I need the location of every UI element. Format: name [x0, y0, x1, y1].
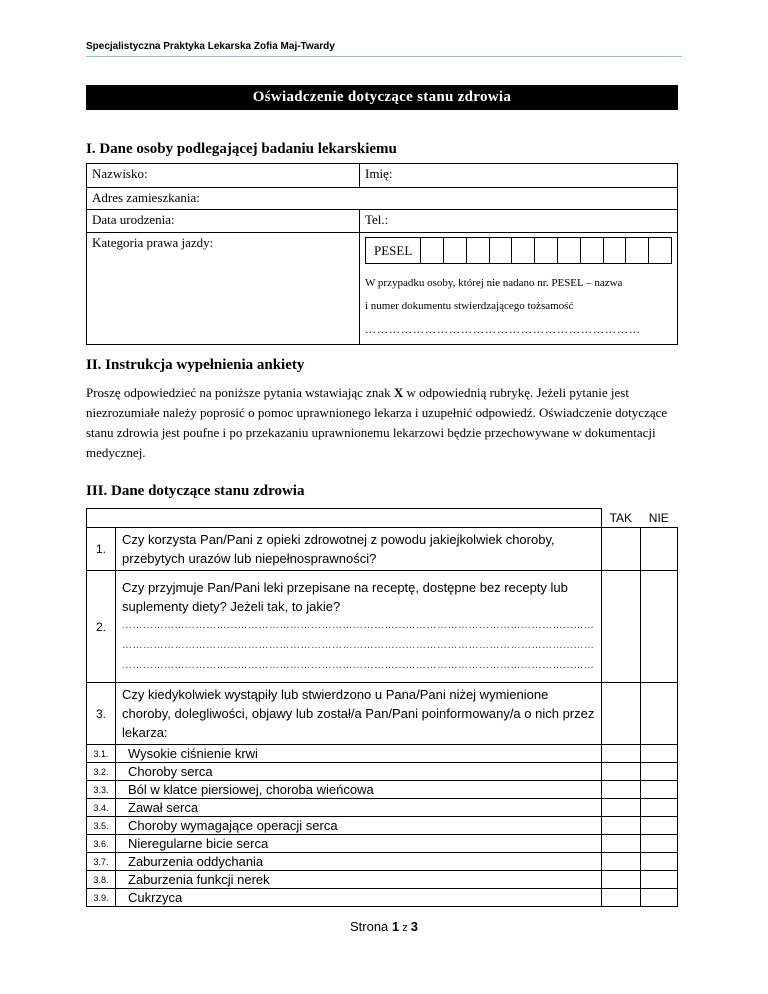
document-title: Oświadczenie dotyczące stanu zdrowia: [86, 85, 678, 110]
col-header-yes: TAK: [609, 510, 633, 525]
subquestion-number: 3.2.: [87, 763, 116, 781]
pesel-label: PESEL: [366, 238, 421, 263]
answer-yes-cell[interactable]: [601, 781, 640, 799]
current-page-number: 1: [391, 919, 400, 934]
subquestion-label: Choroby serca: [116, 763, 602, 781]
answer-no-cell[interactable]: [640, 528, 677, 571]
pesel-digit-cell[interactable]: [444, 238, 467, 263]
subquestion-number: 3.6.: [87, 835, 116, 853]
question-text: Czy korzysta Pan/Pani z opieki zdrowotnej z powodu jakiejkolwiek choroby, przebytych urazów lub niepełnosprawności?: [116, 528, 602, 571]
pesel-area: [360, 233, 678, 345]
subquestion-row: [87, 817, 678, 835]
answer-yes-cell[interactable]: [601, 853, 640, 871]
birthdate-field[interactable]: [87, 210, 360, 233]
question-number: 1.: [87, 528, 116, 571]
pesel-digit-cell[interactable]: [581, 238, 604, 263]
answer-yes-cell[interactable]: [601, 817, 640, 835]
pesel-digit-cell[interactable]: [604, 238, 627, 263]
subquestion-number: 3.5.: [87, 817, 116, 835]
birthdate-label: Data urodzenia:: [92, 212, 175, 227]
subquestion-label: Nieregularne bicie serca: [116, 835, 602, 853]
answer-dotted-line[interactable]: ………………………………………………………………………………………………………………………: [122, 619, 595, 631]
subquestion-label: Ból w klatce piersiowej, choroba wieńcowa: [116, 781, 602, 799]
instructions-paragraph: [86, 383, 682, 463]
answer-no-cell[interactable]: [640, 835, 677, 853]
name-label: Imię:: [365, 166, 393, 181]
personal-data-table: [86, 163, 678, 345]
pesel-note: [365, 272, 672, 318]
subquestion-number: 3.4.: [87, 799, 116, 817]
pesel-grid[interactable]: [365, 237, 672, 264]
question-text: Czy kiedykolwiek wystąpiły lub stwierdzono u Pana/Pani niżej wymienione choroby, dolegliwości, objawy lub został/a Pan/Pani poinformowany/a o nich przez lekarza:: [116, 683, 602, 745]
practice-name: Specjalistyczna Praktyka Lekarska Zofia Maj-Twardy: [86, 41, 335, 52]
header-blank-cell: [87, 509, 602, 528]
phone-field[interactable]: [360, 210, 678, 233]
subquestion-row: [87, 763, 678, 781]
answer-no-cell[interactable]: [640, 853, 677, 871]
subquestion-label: Zawał serca: [116, 799, 602, 817]
header-divider: [86, 56, 682, 57]
instructions-text-part2: w odpowiednią rubrykę. Jeżeli pytanie jest niezrozumiałe należy poprosić o pomoc uprawnionego lekarza i uzupełnić odpowiedź. Oświadczenie dotyczące stanu zdrowia jest poufne i po przekazaniu uprawnionemu lekarzowi będzie przechowywane w dokumentacji medycznej.: [86, 385, 668, 460]
subquestion-label: Zaburzenia oddychania: [116, 853, 602, 871]
subquestion-row: [87, 781, 678, 799]
answer-no-cell[interactable]: [640, 683, 677, 745]
subquestion-number: 3.7.: [87, 853, 116, 871]
address-label: Adres zamieszkania:: [92, 190, 200, 205]
answer-no-cell[interactable]: [640, 889, 677, 907]
pesel-digit-cell[interactable]: [512, 238, 535, 263]
answer-dotted-line[interactable]: ………………………………………………………………………………………………………………………: [122, 659, 595, 671]
instructions-text-part1: Proszę odpowiedzieć na poniższe pytania wstawiając znak: [86, 385, 394, 400]
answer-no-cell[interactable]: [640, 799, 677, 817]
section2-heading: II. Instrukcja wypełnienia ankiety: [86, 357, 305, 373]
subquestion-number: 3.8.: [87, 871, 116, 889]
answer-no-cell[interactable]: [640, 817, 677, 835]
answer-no-cell[interactable]: [640, 571, 677, 683]
pesel-digit-cell[interactable]: [626, 238, 649, 263]
x-mark: X: [393, 385, 404, 400]
pesel-note-line2: i numer dokumentu stwierdzającego tożsamość: [365, 300, 574, 312]
surname-field[interactable]: [87, 164, 360, 188]
answer-dotted-line[interactable]: ………………………………………………………………………………………………………………………: [122, 639, 595, 651]
pesel-digit-cell[interactable]: [649, 238, 671, 263]
subquestion-row: [87, 799, 678, 817]
answer-yes-cell[interactable]: [601, 683, 640, 745]
subquestion-label: Zaburzenia funkcji nerek: [116, 871, 602, 889]
question-with-answer-lines: [116, 571, 602, 683]
section3-heading: III. Dane dotyczące stanu zdrowia: [86, 483, 305, 499]
question-row: [87, 683, 678, 745]
subquestion-row: [87, 745, 678, 763]
question-text: Czy przyjmuje Pan/Pani leki przepisane na receptę, dostępne bez recepty lub suplementy diety? Jeżeli tak, to jakie?: [122, 579, 568, 614]
subquestion-row: [87, 889, 678, 907]
subquestion-row: [87, 835, 678, 853]
pesel-digit-cell[interactable]: [535, 238, 558, 263]
answer-yes-cell[interactable]: [601, 889, 640, 907]
footer-prefix: Strona: [349, 919, 392, 934]
section1-heading: I. Dane osoby podlegającej badaniu lekarskiemu: [86, 141, 397, 157]
col-header-no: NIE: [648, 510, 669, 525]
address-field[interactable]: [87, 188, 678, 210]
question-row: [87, 571, 678, 683]
health-questions-table: [86, 508, 678, 907]
total-pages-number: 3: [410, 919, 418, 934]
license-field[interactable]: [87, 233, 360, 345]
pesel-digit-cell[interactable]: [467, 238, 490, 263]
subquestion-row: [87, 853, 678, 871]
subquestion-label: Cukrzyca: [116, 889, 602, 907]
document-id-dotted-field[interactable]: ……………………………………………………………: [365, 324, 641, 336]
footer-separator: z: [399, 922, 411, 934]
page-footer: [0, 919, 768, 934]
answer-no-cell[interactable]: [640, 871, 677, 889]
subquestion-label: Wysokie ciśnienie krwi: [116, 745, 602, 763]
answer-yes-cell[interactable]: [601, 763, 640, 781]
answer-yes-cell[interactable]: [601, 571, 640, 683]
answer-yes-cell[interactable]: [601, 835, 640, 853]
subquestion-label: Choroby wymagające operacji serca: [116, 817, 602, 835]
answer-no-cell[interactable]: [640, 763, 677, 781]
subquestion-number: 3.1.: [87, 745, 116, 763]
phone-label: Tel.:: [365, 212, 389, 227]
pesel-digit-cell[interactable]: [558, 238, 581, 263]
question-number: 3.: [87, 683, 116, 745]
subquestion-row: [87, 871, 678, 889]
pesel-note-line1: W przypadku osoby, której nie nadano nr. PESEL – nazwa: [365, 277, 623, 289]
answer-yes-cell[interactable]: [601, 745, 640, 763]
answer-no-cell[interactable]: [640, 745, 677, 763]
answer-yes-cell[interactable]: [601, 799, 640, 817]
pesel-digit-cell[interactable]: [421, 238, 444, 263]
license-label: Kategoria prawa jazdy:: [92, 235, 214, 250]
answer-yes-cell[interactable]: [601, 871, 640, 889]
question-row: [87, 528, 678, 571]
surname-label: Nazwisko:: [92, 166, 148, 181]
subquestion-number: 3.9.: [87, 889, 116, 907]
question-number: 2.: [87, 571, 116, 683]
answer-no-cell[interactable]: [640, 781, 677, 799]
answer-yes-cell[interactable]: [601, 528, 640, 571]
name-field[interactable]: [360, 164, 678, 188]
subquestion-number: 3.3.: [87, 781, 116, 799]
pesel-digit-cell[interactable]: [490, 238, 513, 263]
